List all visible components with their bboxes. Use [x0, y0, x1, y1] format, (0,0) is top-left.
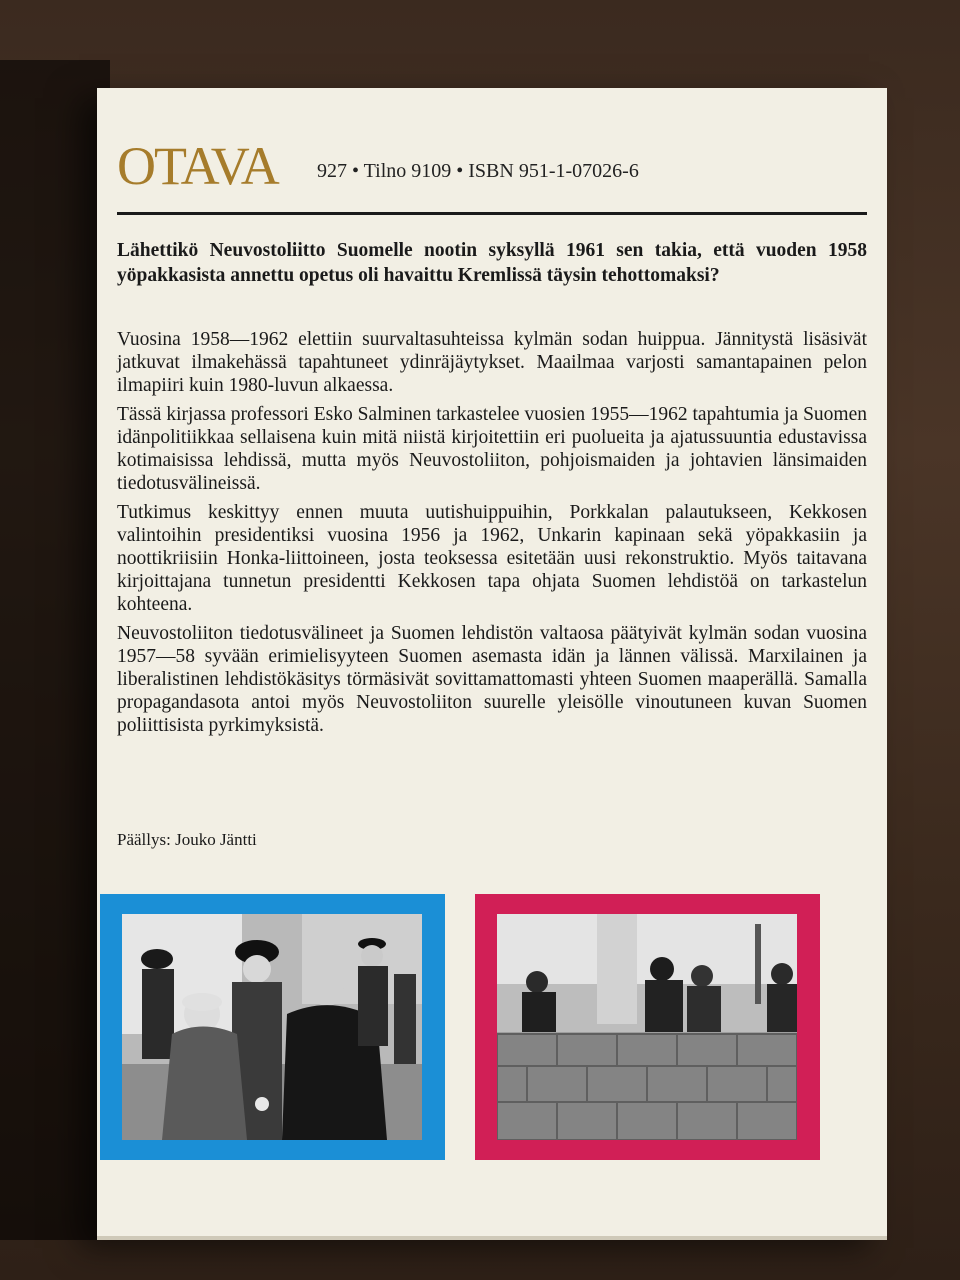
cover-credit: Päällys: Jouko Jäntti: [117, 830, 257, 849]
catalog-line: 927 • Tilno 9109 • ISBN 951-1-07026-6: [317, 160, 639, 182]
blurb-paragraph: Vuosina 1958—1962 elettiin suurvaltasuhteissa kylmän sodan huippua. Jännitystä lisäsivät jatkuvat ilmakehässä tapahtuneet ydinräjäytykset. Maailmaa varjosti samantapainen pelon ilmapiiri kuin 1980-luvun alkaessa.: [117, 329, 867, 396]
blurb-paragraph: Tutkimus keskittyy ennen muuta uutishuippuihin, Porkkalan palautukseen, Kekkosen valintoihin presidentiksi vuosina 1956 ja 1962, Unkarin kapinaan sekä yöpakkasiin ja noottikriisiin Honka-liittoineen, josta teoksessa esitetään uusi rekonstruktio. Myös taitavana kirjoittajana tunnetun presidentti Kekkosen tapa ohjata Suomen lehdistöä on tarkastelun kohteena.: [117, 502, 867, 615]
header-rule: [117, 212, 867, 215]
blurb-paragraph: Neuvostoliiton tiedotusvälineet ja Suomen lehdistön valtaosa päätyivät kylmän sodan vuosina 1957—58 syvään erimielisyyteen Suomen asemasta idän ja lännen välissä. Marxilainen ja liberalistinen lehdistökäsitys törmäsivät sovittamattomasti yhteen Suomen maaperällä. Samalla propagandasota antoi myös Neuvostoliiton suurelle yleisölle vinoutuneen kuvan Suomen poliittisista pyrkimyksistä.: [117, 623, 867, 736]
photo-handshake: [122, 914, 422, 1140]
blurb-paragraph: Tässä kirjassa professori Esko Salminen tarkastelee vuosien 1955—1962 tapahtumia ja Suomen idänpolitiikkaa sellaisena kuin mitä niistä kirjoitettiin eri puolueita ja ajatussuuntia edustavissa kotimaisissa lehdissä, mutta myös Neuvostoliiton, pohjoismaiden ja johtavien länsimaiden tiedotusvälineissä.: [117, 404, 867, 494]
blurb-text: [117, 328, 867, 743]
table-shadow: [0, 60, 110, 1240]
cover-edge: [97, 1236, 887, 1240]
cover-header: [117, 136, 867, 196]
publisher-logo: OTAVA: [117, 136, 278, 196]
photo-wall: [497, 914, 797, 1140]
photo-frame-left: [100, 894, 445, 1160]
photo-frame-right: [475, 894, 820, 1160]
book-back-cover: [97, 88, 887, 1238]
intro-question: Lähettikö Neuvostoliitto Suomelle nootin syksyllä 1961 sen takia, että vuoden 1958 yöpakkasista annettu opetus oli havaittu Kremlissä täysin tehottomaksi?: [117, 240, 867, 286]
